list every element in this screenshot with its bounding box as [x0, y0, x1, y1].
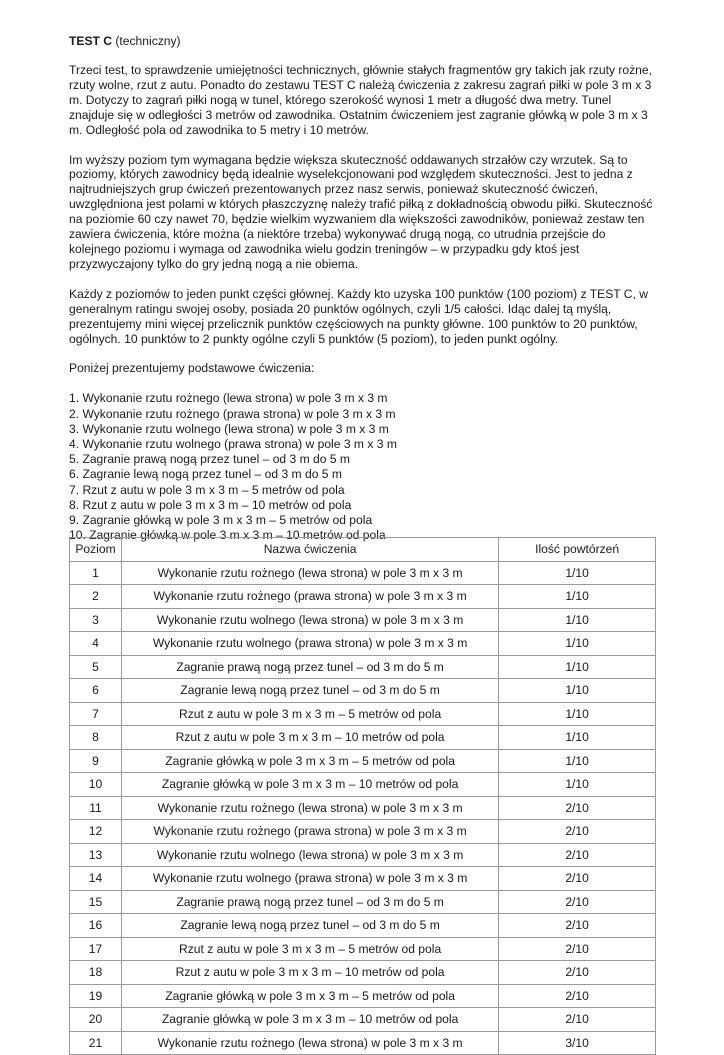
table-row — [70, 961, 656, 985]
cell-repetitions: 2/10 — [499, 890, 656, 914]
title-bold: TEST C — [69, 34, 113, 48]
cell-level: 11 — [70, 796, 122, 820]
cell-exercise-name: Zagranie główką w pole 3 m x 3 m – 5 metrów od pola — [121, 749, 498, 773]
list-item: 3. Wykonanie rzutu wolnego (lewa strona) w pole 3 m x 3 m — [69, 421, 389, 436]
cell-repetitions: 2/10 — [499, 937, 656, 961]
cell-repetitions: 1/10 — [499, 585, 656, 609]
cell-level: 4 — [70, 632, 122, 656]
cell-repetitions: 2/10 — [499, 820, 656, 844]
cell-level: 8 — [70, 726, 122, 750]
table-header-row — [70, 538, 656, 562]
cell-level: 19 — [70, 984, 122, 1008]
table-row — [70, 1008, 656, 1032]
cell-level: 2 — [70, 585, 122, 609]
cell-exercise-name: Zagranie prawą nogą przez tunel – od 3 m do 5 m — [121, 655, 498, 679]
cell-exercise-name: Zagranie prawą nogą przez tunel – od 3 m do 5 m — [121, 890, 498, 914]
cell-repetitions: 3/10 — [499, 1031, 656, 1055]
cell-level: 9 — [70, 749, 122, 773]
cell-repetitions: 2/10 — [499, 1008, 656, 1032]
cell-exercise-name: Wykonanie rzutu rożnego (lewa strona) w pole 3 m x 3 m — [121, 1031, 498, 1055]
table-row — [70, 984, 656, 1008]
list-item: 4. Wykonanie rzutu wolnego (prawa strona) w pole 3 m x 3 m — [69, 436, 397, 451]
cell-level: 3 — [70, 608, 122, 632]
cell-repetitions: 1/10 — [499, 632, 656, 656]
cell-exercise-name: Zagranie lewą nogą przez tunel – od 3 m do 5 m — [121, 914, 498, 938]
cell-exercise-name: Rzut z autu w pole 3 m x 3 m – 10 metrów od pola — [121, 961, 498, 985]
table-row — [70, 702, 656, 726]
cell-exercise-name: Wykonanie rzutu rożnego (lewa strona) w pole 3 m x 3 m — [121, 796, 498, 820]
cell-exercise-name: Wykonanie rzutu rożnego (prawa strona) w pole 3 m x 3 m — [121, 585, 498, 609]
header-exercise-name: Nazwa ćwiczenia — [121, 538, 498, 562]
table-row — [70, 561, 656, 585]
cell-level: 16 — [70, 914, 122, 938]
cell-level: 7 — [70, 702, 122, 726]
cell-level: 1 — [70, 561, 122, 585]
cell-repetitions: 2/10 — [499, 961, 656, 985]
cell-exercise-name: Zagranie główką w pole 3 m x 3 m – 10 metrów od pola — [121, 773, 498, 797]
cell-repetitions: 1/10 — [499, 749, 656, 773]
exercise-list — [69, 391, 657, 543]
levels-table — [69, 537, 656, 1055]
title-rest: (techniczny) — [115, 34, 181, 48]
cell-repetitions: 1/10 — [499, 702, 656, 726]
list-item: 5. Zagranie prawą nogą przez tunel – od 3 m do 5 m — [69, 452, 351, 467]
table-row — [70, 726, 656, 750]
table-row — [70, 820, 656, 844]
cell-level: 21 — [70, 1031, 122, 1055]
list-item: 2. Wykonanie rzutu rożnego (prawa strona) w pole 3 m x 3 m — [69, 406, 396, 421]
cell-exercise-name: Wykonanie rzutu wolnego (prawa strona) w pole 3 m x 3 m — [121, 867, 498, 891]
cell-exercise-name: Wykonanie rzutu rożnego (prawa strona) w pole 3 m x 3 m — [121, 820, 498, 844]
cell-level: 12 — [70, 820, 122, 844]
cell-exercise-name: Zagranie główką w pole 3 m x 3 m – 5 metrów od pola — [121, 984, 498, 1008]
list-item: 10. Zagranie główką w pole 3 m x 3 m – 10 metrów od pola — [69, 528, 386, 543]
table-row — [70, 655, 656, 679]
table-row — [70, 867, 656, 891]
cell-repetitions: 1/10 — [499, 561, 656, 585]
paragraph-points: Każdy z poziomów to jeden punkt części głównej. Każdy kto uzyska 100 punktów (100 poziom) z TEST C, w generalnym ratingu swojej osoby, posiada 20 punktów ogólnych, czyli 1/5 całości. Idąc dalej tą myślą, prezentujemy mini więcej przelicznik punktów częściowych na punkty główne. 100 punktów to 20 punktów, ogólnych. 10 punktów to 2 punkty ogólne czyli 5 punktów (5 poziom), to jeden punkt ogólny. — [69, 286, 648, 346]
table-row — [70, 773, 656, 797]
cell-repetitions: 1/10 — [499, 679, 656, 703]
cell-repetitions: 2/10 — [499, 843, 656, 867]
document-body — [69, 34, 657, 543]
page-title — [69, 34, 657, 49]
cell-exercise-name: Rzut z autu w pole 3 m x 3 m – 10 metrów od pola — [121, 726, 498, 750]
table-row — [70, 937, 656, 961]
cell-repetitions: 1/10 — [499, 608, 656, 632]
table-row — [70, 679, 656, 703]
cell-level: 17 — [70, 937, 122, 961]
cell-exercise-name: Zagranie lewą nogą przez tunel – od 3 m do 5 m — [121, 679, 498, 703]
header-level: Poziom — [70, 538, 122, 562]
cell-level: 18 — [70, 961, 122, 985]
list-item: 7. Rzut z autu w pole 3 m x 3 m – 5 metrów od pola — [69, 482, 345, 497]
cell-level: 5 — [70, 655, 122, 679]
table-row — [70, 890, 656, 914]
paragraph-exercises-intro: Poniżej prezentujemy podstawowe ćwiczenia: — [69, 361, 315, 376]
cell-repetitions: 2/10 — [499, 984, 656, 1008]
cell-level: 14 — [70, 867, 122, 891]
cell-exercise-name: Zagranie główką w pole 3 m x 3 m – 10 metrów od pola — [121, 1008, 498, 1032]
header-repetitions: Ilość powtórzeń — [499, 538, 656, 562]
table-row — [70, 1031, 656, 1055]
paragraph-intro: Trzeci test, to sprawdzenie umiejętności technicznych, głównie stałych fragmentów gry takich jak rzuty rożne, rzuty wolne, rzut z autu. Ponadto do zestawu TEST C należą ćwiczenia z zakresu zagrań piłki w pole 3 m x 3 m. Dotyczy to zagrań piłki nogą w tunel, którego szerokość wynosi 1 metr a długość dwa metry. Tunel znajduje się w odległości 3 metrów od zawodnika. Ostatnim ćwiczeniem jest zagranie główką w pole 3 m x 3 m. Odległość pola od zawodnika to 5 metry i 10 metrów. — [69, 63, 652, 137]
paragraph-levels: Im wyższy poziom tym wymagana będzie większa skuteczność oddawanych strzałów czy wrzutek. Są to poziomy, których zawodnicy będą idealnie wyselekcjonowani pod względem skuteczności. Jest to jedna z najtrudniejszych grup ćwiczeń prezentowanych przez nasz serwis, ponieważ skuteczność ćwiczeń, uwzględniona jest polami w których płaszczyznę należy trafić piłką z dokładnością obwodu piłki. Skuteczność na poziomie 60 czy nawet 70, będzie wielkim wyzwaniem dla większości zawodników, ponieważ zestaw ten zawiera ćwiczenia, które można (a niektóre trzeba) wykonywać drugą nogą, co utrudnia przejście do kolejnego poziomu i wymaga od zawodnika wielu godzin treningów – w przypadku gdy ktoś jest przyzwyczajony tylko do gry jedną nogą a nie obiema. — [69, 152, 653, 271]
table-row — [70, 632, 656, 656]
table-row — [70, 608, 656, 632]
cell-exercise-name: Wykonanie rzutu wolnego (prawa strona) w pole 3 m x 3 m — [121, 632, 498, 656]
table-row — [70, 843, 656, 867]
table-row — [70, 796, 656, 820]
cell-level: 15 — [70, 890, 122, 914]
cell-repetitions: 1/10 — [499, 773, 656, 797]
table-body — [70, 561, 656, 1055]
cell-level: 6 — [70, 679, 122, 703]
list-item: 1. Wykonanie rzutu rożnego (lewa strona) w pole 3 m x 3 m — [69, 391, 388, 406]
table-row — [70, 749, 656, 773]
list-item: 9. Zagranie główką w pole 3 m x 3 m – 5 metrów od pola — [69, 512, 373, 527]
cell-exercise-name: Wykonanie rzutu wolnego (lewa strona) w pole 3 m x 3 m — [121, 843, 498, 867]
cell-level: 13 — [70, 843, 122, 867]
cell-repetitions: 2/10 — [499, 867, 656, 891]
list-item: 6. Zagranie lewą nogą przez tunel – od 3 m do 5 m — [69, 467, 342, 482]
cell-exercise-name: Rzut z autu w pole 3 m x 3 m – 5 metrów od pola — [121, 702, 498, 726]
list-item: 8. Rzut z autu w pole 3 m x 3 m – 10 metrów od pola — [69, 497, 352, 512]
table-row — [70, 585, 656, 609]
cell-exercise-name: Wykonanie rzutu wolnego (lewa strona) w pole 3 m x 3 m — [121, 608, 498, 632]
cell-exercise-name: Wykonanie rzutu rożnego (lewa strona) w pole 3 m x 3 m — [121, 561, 498, 585]
cell-exercise-name: Rzut z autu w pole 3 m x 3 m – 5 metrów od pola — [121, 937, 498, 961]
cell-repetitions: 1/10 — [499, 726, 656, 750]
cell-level: 20 — [70, 1008, 122, 1032]
cell-repetitions: 2/10 — [499, 796, 656, 820]
table-row — [70, 914, 656, 938]
cell-repetitions: 1/10 — [499, 655, 656, 679]
cell-level: 10 — [70, 773, 122, 797]
cell-repetitions: 2/10 — [499, 914, 656, 938]
